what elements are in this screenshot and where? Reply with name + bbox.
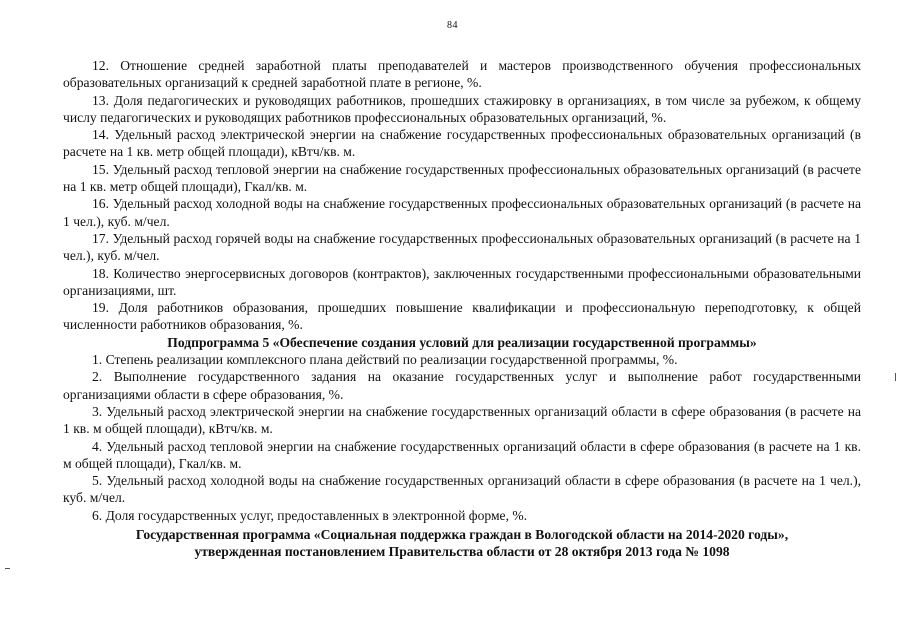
indicator-item: 19. Доля работников образования, прошедших повышение квалификации и профессиональную переподготовку, к общей численности работников образования, %.: [63, 300, 861, 333]
indicator-item: 12. Отношение средней заработной платы преподавателей и мастеров производственного обучения профессиональных образовательных организаций к средней заработной плате в регионе, %.: [63, 58, 861, 91]
indicator-item: 14. Удельный расход электрической энергии на снабжение государственных профессиональных образовательных организаций (в расчете на 1 кв. метр общей площади), кВтч/кв. м.: [63, 127, 861, 160]
subprogram-heading: Подпрограмма 5 «Обеспечение создания условий для реализации государственной программы»: [167, 334, 757, 350]
program-heading-line: утвержденная постановлением Правительства области от 28 октября 2013 года № 1098: [194, 544, 730, 560]
scan-mark: [895, 373, 896, 381]
indicator-item: 3. Удельный расход электрической энергии на снабжение государственных организаций области в сфере образования (в расчете на 1 кв. м общей площади), кВтч/кв. м.: [63, 403, 861, 437]
program-heading: [63, 526, 861, 561]
indicator-item: 4. Удельный расход тепловой энергии на снабжение государственных организаций области в сфере образования (в расчете на 1 кв. м общей площади), Гкал/кв. м.: [63, 438, 861, 471]
program-heading-line: Государственная программа «Социальная поддержка граждан в Вологодской области на 2014-2020 годы»,: [135, 527, 789, 543]
indicator-item: 2. Выполнение государственного задания на оказание государственных услуг и выполнение работ государственными организациями области в сфере образования, %.: [63, 369, 861, 402]
indicator-item: 17. Удельный расход горячей воды на снабжение государственных профессиональных образовательных организаций (в расчете на 1 чел.), куб. м/чел.: [63, 230, 861, 264]
indicator-item: 5. Удельный расход холодной воды на снабжение государственных организаций области в сфере образования (в расчете на 1 чел.), куб. м/чел.: [63, 473, 861, 506]
indicator-item: 15. Удельный расход тепловой энергии на снабжение государственных профессиональных образовательных организаций (в расчете на 1 кв. метр общей площади), Гкал/кв. м.: [63, 161, 861, 195]
document-body: [63, 57, 861, 561]
indicator-item: 13. Доля педагогических и руководящих работников, прошедших стажировку в организациях, в том числе за рубежом, к общему числу педагогических и руководящих работников профессиональных образовательных организаций, %.: [63, 92, 861, 125]
indicator-item: 6. Доля государственных услуг, предоставленных в электронной форме, %.: [92, 507, 528, 523]
indicator-item: 1. Степень реализации комплексного плана действий по реализации государственной программы, %.: [92, 352, 678, 368]
scan-mark: [5, 568, 10, 569]
section-a-list: [63, 57, 861, 334]
indicator-item: 18. Количество энергосервисных договоров (контрактов), заключенных государственными профессиональными образовательными организациями, шт.: [63, 265, 861, 298]
indicator-item: 16. Удельный расход холодной воды на снабжение государственных профессиональных образовательных организаций (в расчете на 1 чел.), куб. м/чел.: [63, 196, 861, 229]
section-b-list: [63, 351, 861, 524]
page-number: 84: [447, 20, 458, 31]
